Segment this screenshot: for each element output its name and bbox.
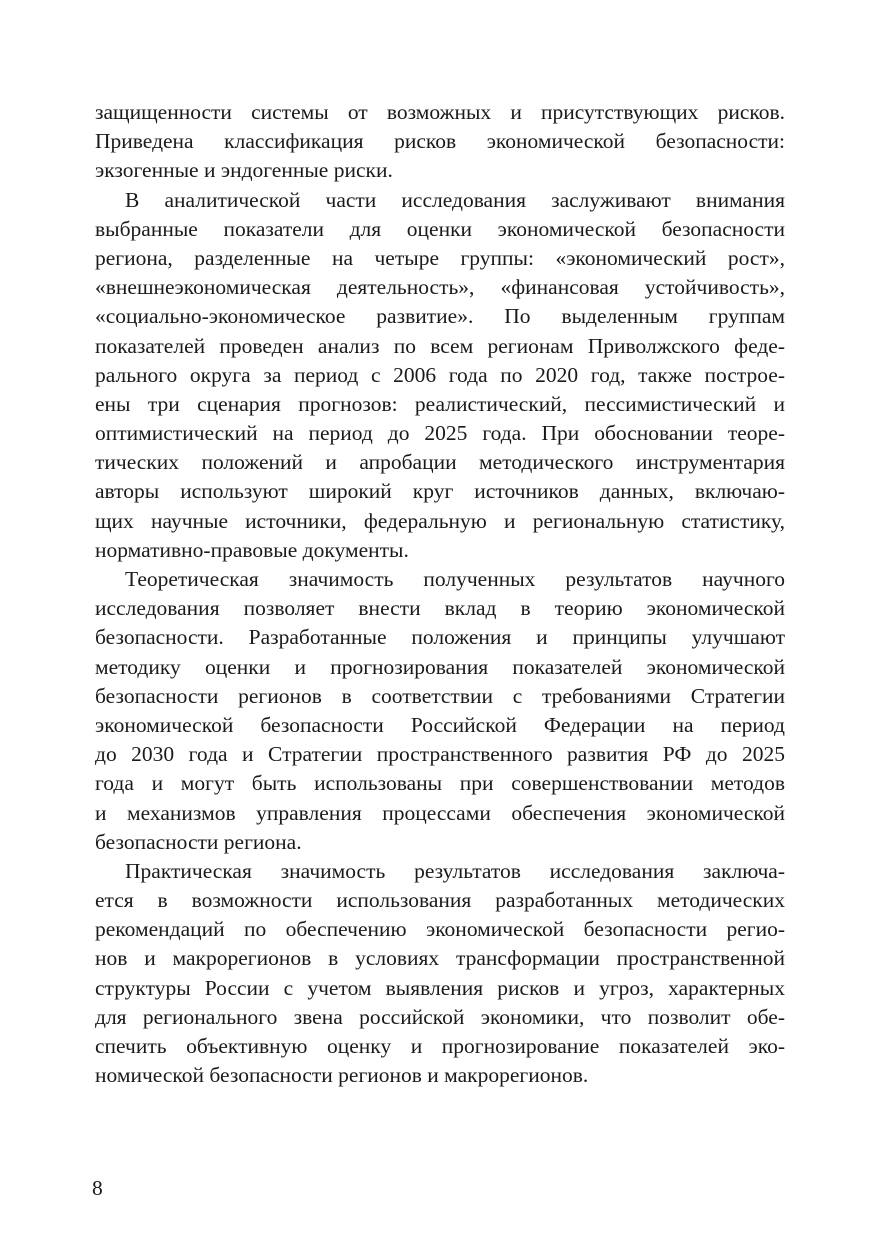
paragraph: [95, 565, 785, 857]
text-line: экономической безопасности Российской Федерации на период: [95, 712, 785, 737]
text-line: Практическая значимость результатов исследования заключа-: [125, 858, 785, 883]
text-line: рекомендаций по обеспечению экономической безопасности регио-: [95, 917, 785, 942]
text-line: экзогенные и эндогенные риски.: [95, 158, 393, 183]
text-line: до 2030 года и Стратегии пространственного развития РФ до 2025: [95, 742, 785, 767]
paragraph: [95, 186, 785, 565]
text-line: для регионального звена российской экономики, что позволит обе-: [95, 1004, 785, 1029]
text-line: выбранные показатели для оценки экономической безопасности: [95, 216, 785, 241]
text-line: рального округа за период с 2006 года по 2020 год, также построе-: [95, 362, 785, 387]
paragraph: [95, 98, 785, 186]
text-line: Теоретическая значимость полученных результатов научного: [125, 567, 785, 591]
text-line: и механизмов управления процессами обеспечения экономической: [95, 800, 785, 825]
text-line: безопасности регионов в соответствии с требованиями Стратегии: [95, 683, 785, 708]
text-line: ены три сценария прогнозов: реалистический, пессимистический и: [95, 391, 785, 416]
text-line: тических положений и апробации методического инструментария: [95, 450, 785, 475]
text-line: Приведена классификация рисков экономической безопасности:: [95, 129, 785, 154]
paragraph: [95, 857, 785, 1091]
text-line: года и могут быть использованы при совершенствовании методов: [95, 771, 785, 796]
text-line: показателей проведен анализ по всем регионам Приволжского феде-: [95, 333, 785, 358]
text-line: исследования позволяет внести вклад в теорию экономической: [95, 596, 785, 621]
text-line: спечить объективную оценку и прогнозирование показателей эко-: [95, 1034, 785, 1058]
text-line: безопасности. Разработанные положения и принципы улучшают: [95, 625, 785, 650]
text-line: авторы используют широкий круг источников данных, включаю-: [95, 479, 785, 504]
text-line: ется в возможности использования разработанных методических: [95, 888, 785, 913]
text-line: структуры России с учетом выявления рисков и угроз, характерных: [95, 975, 785, 1000]
text-line: щих научные источники, федеральную и региональную статистику,: [95, 508, 785, 533]
text-line: безопасности региона.: [95, 829, 302, 854]
text-line: нов и макрорегионов в условиях трансформации пространственной: [95, 946, 785, 971]
text-line: оптимистический на период до 2025 года. При обосновании теоре-: [95, 421, 785, 446]
text-line: нормативно-правовые документы.: [95, 537, 409, 562]
text-line: В аналитической части исследования заслуживают внимания: [125, 187, 785, 212]
page-number: 8: [92, 1176, 103, 1200]
body-text: [95, 98, 785, 1090]
text-line: «социально-экономическое развитие». По выделенным группам: [95, 304, 785, 329]
text-line: номической безопасности регионов и макрорегионов.: [95, 1063, 589, 1088]
text-line: «внешнеэкономическая деятельность», «финансовая устойчивость»,: [95, 275, 785, 300]
text-line: региона, разделенные на четыре группы: «экономический рост»,: [95, 245, 785, 270]
text-line: защищенности системы от возможных и присутствующих рисков.: [95, 100, 785, 124]
text-line: методику оценки и прогнозирования показателей экономической: [95, 654, 785, 679]
